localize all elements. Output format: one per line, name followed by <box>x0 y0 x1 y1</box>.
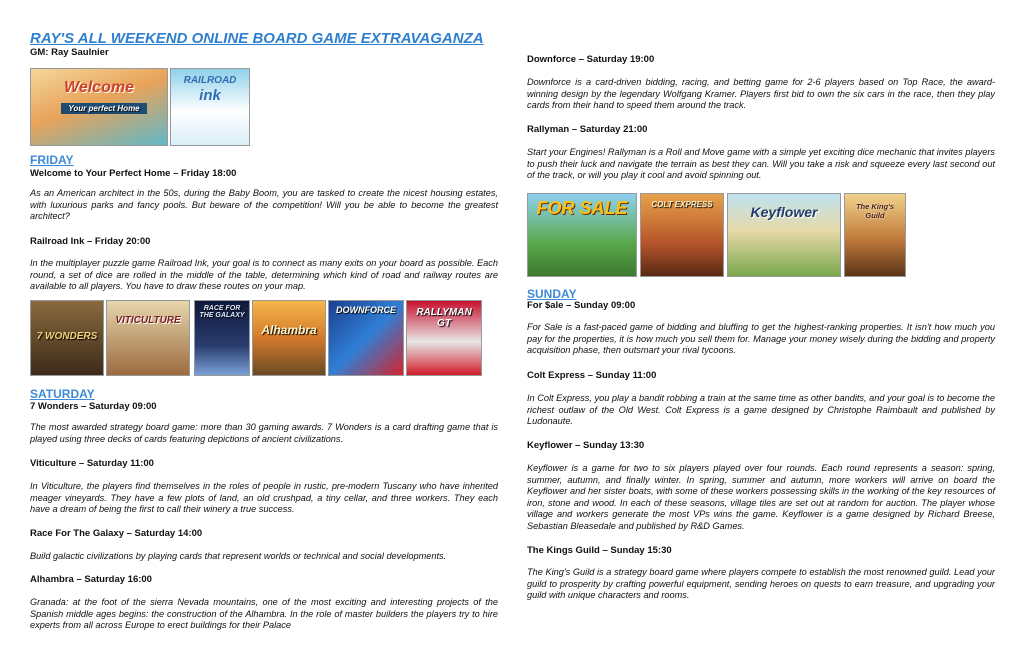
day-heading-saturday: SATURDAY <box>30 387 95 401</box>
box-art-rallyman <box>406 300 482 376</box>
box-art-for-sale-label: FOR SALE <box>536 198 628 218</box>
box-art-downforce <box>328 300 404 376</box>
game-title: Alhambra – Saturday 16:00 <box>30 574 152 585</box>
game-description: In the multiplayer puzzle game Railroad Ink, your goal is to connect as many exits on your board as possible. Each round, a set of dice are rolled in the middle of the table, determining which kind of road and railway routes are available to all players. You have to draw these routes on your map. <box>30 258 498 292</box>
box-art-alhambra-label: Alhambra <box>261 323 317 337</box>
game-description: The most awarded strategy board game: more than 30 gaming awards. 7 Wonders is a card drafting game that is played using three decks of cards featuring depictions of ancient civilizations. <box>30 422 498 444</box>
game-title: Race For The Galaxy – Saturday 14:00 <box>30 528 203 539</box>
game-description: In Colt Express, you play a bandit robbing a train at the same time as other bandits, and your goal is to become the richest outlaw of the Old West. Colt Express is a game designed by Christophe Raimbault and published by Ludonaute. <box>527 393 995 427</box>
game-title: Welcome to Your Perfect Home – Friday 18:00 <box>30 168 237 179</box>
document-title: RAY'S ALL WEEKEND ONLINE BOARD GAME EXTRAVAGANZA <box>30 30 484 47</box>
game-description: As an American architect in the 50s, during the Baby Boom, you are tasked to create the nicest housing estates, with luxurious parks and fancy pools. But beware of the competition! Will you be able to become the greatest architect? <box>30 188 498 222</box>
box-art-viticulture-label: VITICULTURE <box>115 315 181 326</box>
game-title: Downforce – Saturday 19:00 <box>527 54 655 65</box>
game-description: Build galactic civilizations by playing cards that represent worlds or technical and social developments. <box>30 551 447 561</box>
game-description: For Sale is a fast-paced game of bidding and bluffing to get the highest-ranking properties. It isn't how much you pay for the properties, it is how much you sell them for. Manage your money wisely during the bidding and property acquisition phase, then outsmart your rival tycoons. <box>527 322 995 356</box>
game-title: Viticulture – Saturday 11:00 <box>30 458 154 469</box>
box-art-railroad-ink <box>170 68 250 146</box>
game-title: Colt Express – Sunday 11:00 <box>527 370 657 381</box>
box-art-railroad-label: RAILROAD <box>183 75 237 86</box>
box-art-race-for-the-galaxy <box>194 300 250 376</box>
box-art-colt-label: COLT EXPRESS <box>651 200 713 209</box>
game-description: Downforce is a card-driven bidding, racing, and betting game for 2-6 players based on Top Race, the award-winning design by the legendary Wolfgang Kramer. Players first bid to own the six cars in the race, then they play cards from their hand to speed them around the track. <box>527 77 995 111</box>
box-art-race-label: RACE FOR THE GALAXY <box>199 305 245 319</box>
game-title: The Kings Guild – Sunday 15:30 <box>527 545 672 556</box>
box-art-keyflower <box>727 193 841 277</box>
box-art-railroad-sub: ink <box>199 87 221 104</box>
box-art-welcome-label: Welcome <box>64 79 134 96</box>
game-description: The King's Guild is a strategy board game where players compete to establish the most renowned guild. Lead your guild to prosperity by crafting powerful equipment, sending heroes on quests to earn treasure, and upgrading your guild with unique characters and rooms. <box>527 567 995 601</box>
game-description: Granada: at the foot of the sierra Nevada mountains, one of the most exciting and interesting projects of the Spanish middle ages begins: the construction of the Alhambra. In the role of master builders the players try to hire experts from all across Europe to erect buildings for their Palace <box>30 597 498 631</box>
box-art-7-wonders-label: 7 WONDERS <box>36 331 98 342</box>
box-art-kings-guild-label: The King's Guild <box>855 202 895 220</box>
game-title: Keyflower – Sunday 13:30 <box>527 440 645 451</box>
box-art-downforce-label: DOWNFORCE <box>336 305 396 315</box>
day-heading-sunday: SUNDAY <box>527 287 577 301</box>
box-art-for-sale <box>527 193 637 277</box>
box-art-colt-express <box>640 193 724 277</box>
box-art-kings-guild <box>844 193 906 277</box>
game-title: 7 Wonders – Saturday 09:00 <box>30 401 157 412</box>
gm-name: GM: Ray Saulnier <box>30 47 109 58</box>
box-art-keyflower-label: Keyflower <box>750 204 818 220</box>
box-art-rallyman-label: RALLYMAN GT <box>416 307 472 329</box>
day-heading-friday: FRIDAY <box>30 153 74 167</box>
box-art-viticulture <box>106 300 190 376</box>
box-art-alhambra <box>252 300 326 376</box>
game-title: Rallyman – Saturday 21:00 <box>527 124 648 135</box>
box-art-7-wonders <box>30 300 104 376</box>
game-title: Railroad Ink – Friday 20:00 <box>30 236 151 247</box>
box-art-welcome <box>30 68 168 146</box>
box-art-welcome-sub: Your perfect Home <box>61 103 147 114</box>
game-description: In Viticulture, the players find themselves in the roles of people in rustic, pre-modern Tuscany who have inherited meager vineyards. They have a few plots of land, an old crushpad, a tiny cellar, and three workers. They each have a dream of being the first to call their winery a true success. <box>30 481 498 515</box>
game-title: For $ale – Sunday 09:00 <box>527 300 636 311</box>
game-description: Start your Engines! Rallyman is a Roll and Move game with a simple yet exciting dice mechanic that invites players to push their luck and navigate the terrain as best they can. Will you take a risk and squeeze every last second out of the track, or will you play it cool and avoid spinning out. <box>527 147 995 181</box>
game-description: Keyflower is a game for two to six players played over four rounds. Each round represents a season: spring, summer, autumn, and finally winter. In spring, summer and autumn, more workers will arrive on board the Keyflower and her sister boats, with some of these workers possessing skills in the working of the key resources of iron, stone and wood. In each of these seasons, village tiles are set out at random for auction. The player whose village and workers generate the most VPs wins the game. Keyflower is a game designed by Richard Breese, Sebastian Bleasedale and published by R&D Games. <box>527 463 995 531</box>
